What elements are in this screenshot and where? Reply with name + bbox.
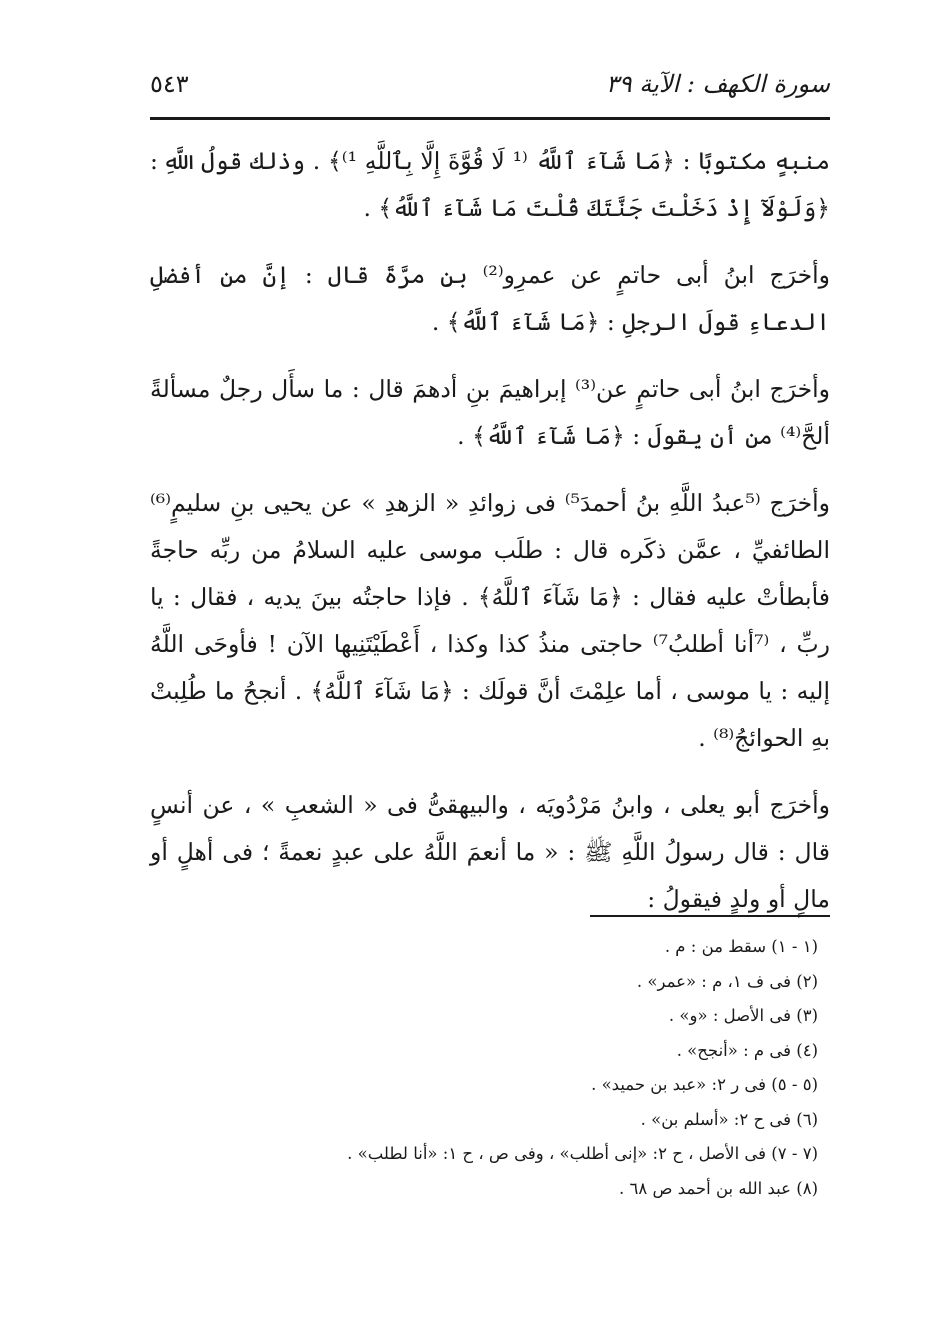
footnote-3: (٣) فى الأصل : «و» .	[668, 1006, 818, 1025]
footnote-4: (٤) فى م : «أنجح» .	[676, 1040, 818, 1060]
footnote-8: (٨) عبد الله بن أحمد ص ٦٨ .	[619, 1178, 818, 1198]
page-number: ٥٤٣	[150, 70, 189, 98]
page-header	[150, 66, 830, 110]
running-title: سورة الكهف : الآية ٣٩	[605, 70, 830, 98]
footnote-1: (١ - ١) سقط من : م .	[664, 937, 818, 956]
footnote-7: (٧ - ٧) فى الأصل ، ح ٢: «إنى أطلب» ، وفى ص ، ح ١: «أنا لطلب» .	[347, 1144, 818, 1163]
paragraph-5: وأخرَج أبو يعلى ، وابنُ مَرْدُويَه ، والبيهقىُّ فى « الشعبِ » ، عن أنسٍ قال : قال رسولُ اللَّهِ ﷺ : « ما أنعمَ اللَّهُ على عبدٍ نعمةً ؛ فى أهلٍ أو مالٍ أو ولدٍ فيقولُ :	[150, 791, 830, 913]
header-divider	[150, 117, 830, 120]
paragraph-3: وأخرَج ابنُ أبى حاتمٍ عن⁽³⁾ إبراهيمَ بنِ أدهمَ قال : ما سأَل رجلٌ مسألةً ألحَّ⁽⁴⁾ من أن يقولَ : ﴿مَا شَآءَ ٱللَّهُ﴾ .	[150, 375, 830, 450]
footnote-divider	[590, 915, 830, 917]
paragraph-2: وأخرَج ابنُ أبى حاتمٍ عن عمرِو⁽²⁾ بنِ مرَّةَ قال : إنَّ من أفضلِ الدعاءِ قولَ الرجلِ : ﴿مَا شَآءَ ٱللَّهُ﴾ .	[150, 261, 830, 336]
footnote-5: (٥ - ٥) فى ر ٢: «عبد بن حميد» .	[591, 1075, 818, 1094]
footnote-6: (٦) فى ح ٢: «أسلم بن» .	[640, 1109, 818, 1129]
footnote-2: (٢) فى ف ١، م : «عمر» .	[636, 971, 818, 991]
paragraph-4: وأخرَج ⁽⁵عبدُ اللَّهِ بنُ أحمدَ⁵⁾ فى زوائدِ « الزهدِ » عن يحيى بنِ سليمٍ⁽⁶⁾ الطائفيِّ ، عمَّن ذكَره قال : طلَب موسى عليه السلامُ من ربِّه حاجةً فأبطأتْ عليه فقال : ﴿مَا شَآءَ ٱللَّهُ﴾ . فإذا حاجتُه بينَ يديه ، فقال : يا ربِّ ، ⁽⁷أنا أطلبُ⁷⁾ حاجتى منذُ كذا وكذا ، أَعْطَيْتَنِيها الآن ! فأوحَى اللَّهُ إليه : يا موسى ، أما علِمْتَ أنَّ قولَك : ﴿مَا شَآءَ ٱللَّهُ﴾ . أنجحُ ما طُلِبتْ بهِ الحوائجُ⁽⁸⁾ .	[150, 489, 830, 752]
footnotes	[150, 930, 830, 1206]
main-text	[150, 138, 830, 943]
paragraph-1: منبهٍ مكتوبًا : ﴿مَا شَآءَ ٱللَّهُ ⁽¹ لَا قُوَّةَ إِلَّا بِٱللَّهِ ¹⁾﴾ . وذلك قولُ اللَّهِ : ﴿وَلَوْلَآ إِذْ دَخَلْتَ جَنَّتَكَ قُلْتَ مَا شَآءَ ٱللَّهُ﴾ .	[150, 147, 830, 222]
